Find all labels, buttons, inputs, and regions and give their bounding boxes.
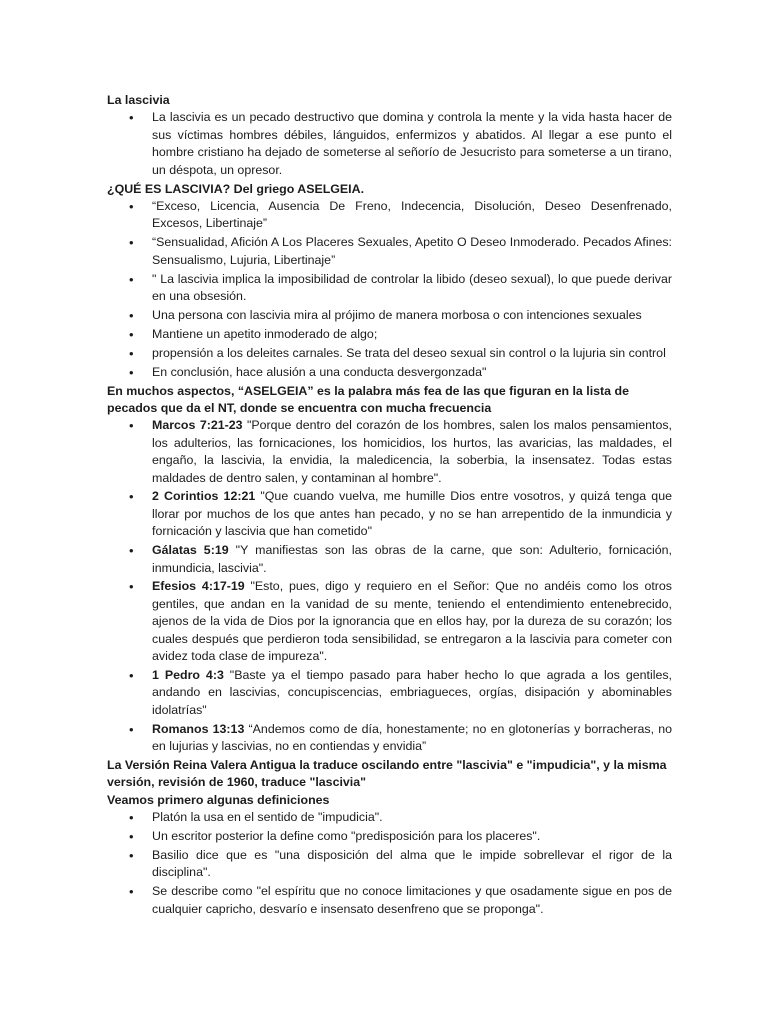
list-item: • La lascivia es un pecado destructivo que domina y controla la mente y la vida hasta hacer de sus víctimas hombres débiles, lánguidos, enfermizos y abatidos. Al llegar a ese punto el hombre cristiano ha dejado de someterse al señorío de Jesucristo para someterse a un tirano, un déspota, un opresor. — [152, 109, 672, 179]
list-item: • “Sensualidad, Afición A Los Placeres Sexuales, Apetito O Deseo Inmoderado. Pecados Afines: Sensualismo, Lujuria, Libertinaje” — [152, 234, 672, 269]
scripture-item — [152, 542, 672, 577]
list-item: • Se describe como "el espíritu que no conoce limitaciones y que osadamente sigue en pos de cualquier capricho, desvarío e insensato desenfreno que se proponga". — [152, 883, 672, 918]
list-item: • “Exceso, Licencia, Ausencia De Freno, Indecencia, Disolución, Deseo Desenfrenado, Excesos, Libertinaje” — [152, 198, 672, 233]
list-item: • Platón la usa en el sentido de "impudicia". — [152, 809, 672, 826]
scripture-item — [152, 721, 672, 756]
document-title: La lascivia — [107, 93, 170, 107]
scripture-text: “Andemos como de día, honestamente; no en glotonerías y borracheras, no en lujurias y lascivias, no en contiendas y envidia” — [152, 721, 673, 754]
scripture-reference: 1 Pedro 4:3 — [152, 668, 224, 682]
section-heading-definition: ¿QUÉ ES LASCIVIA? Del griego ASELGEIA. — [107, 181, 365, 196]
list-item: • propensión a los deleites carnales. Se trata del deseo sexual sin control o la lujuria sin control — [152, 345, 672, 362]
scripture-text: "Porque dentro del corazón de los hombres, salen los malos pensamientos, los adulterios, las fornicaciones, los homicidios, los hurtos, las avaricias, las maldades, el engaño, la lascivia, la envidia, la maledicencia, la soberbia, la insensatez. Todas estas maldades de dentro salen, y contaminan al hombre". — [152, 418, 672, 485]
intro-list — [107, 109, 672, 179]
scripture-list — [107, 417, 672, 755]
scripture-item — [152, 417, 672, 487]
scripture-reference: Marcos 7:21-23 — [152, 418, 243, 433]
list-item: • " La lascivia implica la imposibilidad de controlar la libido (deseo sexual), lo que puede derivar en una obsesión. — [152, 271, 672, 306]
list-item: • Basilio dice que es "una disposición del alma que le impide sobrellevar el rigor de la disciplina". — [152, 847, 672, 882]
list-item: • Una persona con lascivia mira al prójimo de manera morbosa o con intenciones sexuales — [152, 307, 672, 324]
list-item: • En conclusión, hace alusión a una conducta desvergonzada" — [152, 364, 672, 381]
scripture-text: "Y manifiestas son las obras de la carne, que son: Adulterio, fornicación, inmundicia, lascivia". — [152, 543, 673, 575]
section-heading-aselgeia: En muchos aspectos, “ASELGEIA” es la palabra más fea de las que figuran en la lista de pecados que da el NT, donde se encuentra con mucha frecuencia — [107, 383, 629, 415]
list-item: • Mantiene un apetito inmoderado de algo; — [152, 326, 672, 343]
list-item: • Un escritor posterior la define como "predisposición para los placeres". — [152, 828, 672, 845]
scripture-reference: 2 Corintios 12:21 — [152, 489, 256, 504]
scripture-item — [152, 667, 672, 719]
scripture-item — [152, 488, 672, 540]
scripture-text: "Baste ya el tiempo pasado para haber hecho lo que agrada a los gentiles, andando en lascivias, concupiscencias, embriagueces, orgías, disipación y abominables idolatrías" — [152, 668, 672, 717]
scripture-text: "Esto, pues, digo y requiero en el Señor: Que no andéis como los otros gentiles, que andan en la vanidad de su mente, teniendo el entendimiento entenebrecido, ajenos de la vida de Dios por la ignorancia que en ellos hay, por la dureza de su corazón; los cuales después que perdieron toda sensibilidad, se entregaron a la lascivia para cometer con avidez toda clase de impureza". — [152, 579, 672, 664]
section-heading-definitions: Veamos primero algunas definiciones — [107, 792, 330, 807]
definition-list — [107, 198, 672, 381]
scripture-reference: Efesios 4:17-19 — [152, 579, 245, 594]
scripture-reference: Romanos 13:13 — [152, 721, 245, 736]
definitions-list — [107, 809, 672, 918]
scripture-text: "Que cuando vuelva, me humille Dios entre vosotros, y quizá tenga que llorar por muchos de los que antes han pecado, y no se han arrepentido de la inmundicia y fornicación y lascivia que han cometido" — [152, 489, 672, 539]
scripture-reference: Gálatas 5:19 — [152, 543, 229, 558]
translation-paragraph: La Versión Reina Valera Antigua la traduce oscilando entre "lascivia" e "impudicia", y la misma versión, revisión de 1960, traduce "lascivia" — [107, 758, 667, 790]
scripture-item — [152, 578, 672, 665]
